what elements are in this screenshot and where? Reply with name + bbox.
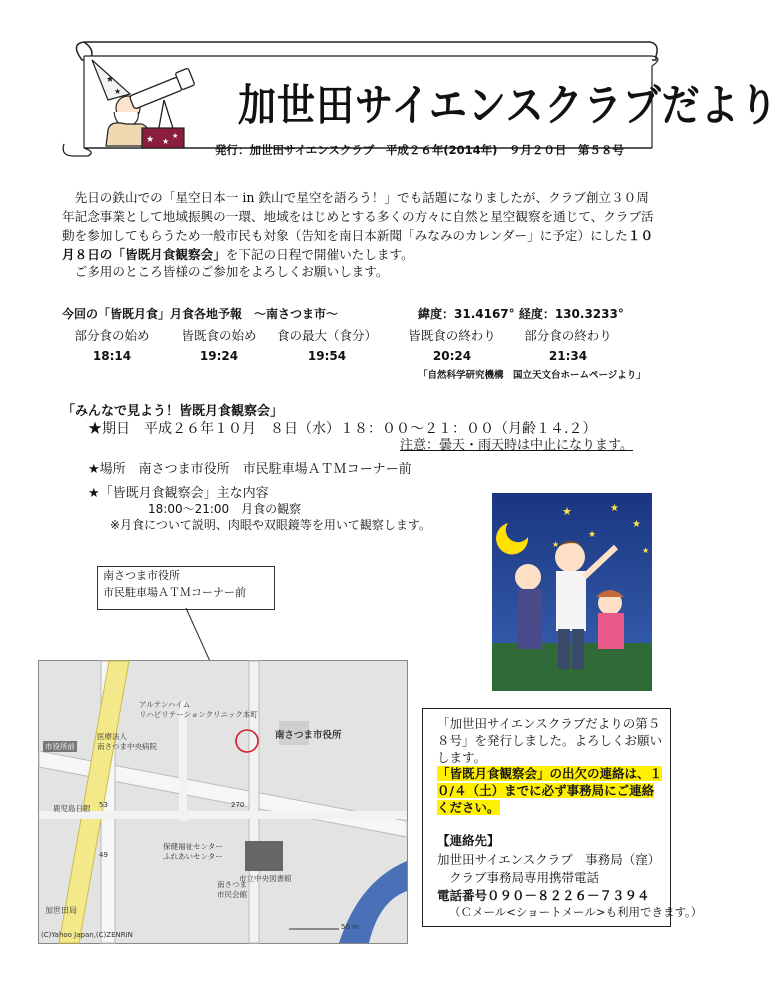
publication-info: 発行：加世田サイエンスクラブ 平成２６年(2014年) ９月２０日 第５８号 [215,143,624,157]
weather-notice: 注意：曇天・雨天時は中止になります。 [400,438,633,453]
phase-label: 部分食の始め [74,328,150,343]
svg-text:★: ★ [610,503,619,514]
contact-sms-note: （Ｃメール<ショートメール>も利用できます。） [449,905,703,919]
svg-text:★: ★ [562,505,572,518]
contact-heading: 【連絡先】 [437,833,500,848]
contact-phone-number: 電話番号０９０－８２２６－７３９４ [437,888,650,903]
event-note: ※月食について説明、肉眼や双眼鏡等を用いて観察します。 [110,518,431,532]
map-label-hospital: 医療法人 [97,732,127,741]
rsvp-highlight: 「皆既月食観察会」の出欠の連絡は、１０/４（土）までに必ず事務局にご連絡ください。 [437,766,663,815]
map-callout [97,566,275,610]
event-place: ★場所 南さつま市役所 市民駐車場ＡＴＭコーナー前 [88,462,412,477]
map-route-number: 270 [231,801,245,809]
phase-time: 18:14 [92,349,132,363]
phase-time: 20:24 [432,349,472,363]
phase-time: 19:24 [199,349,239,363]
map-label-hall: 南さつま [217,880,247,889]
map-label-bank: 鹿児島日銀 [53,804,91,813]
location-map[interactable] [38,660,408,944]
map-road-number: 49 [99,851,108,859]
issue-announcement: 「加世田サイエンスクラブだよりの第５８号」を発行しました。よろしくお願いします。 [437,716,663,765]
intro-text-end: を下記の日程で開催いたします。 [225,247,414,262]
phase-time: 19:54 [307,349,347,363]
callout-line1: 南さつま市役所 [103,569,180,582]
phase-time: 21:34 [548,349,588,363]
map-scale: 50 m [341,923,359,931]
svg-text:★: ★ [114,87,122,96]
intro-request: ご多用のところ皆様のご参加をよろしくお願いします。 [74,264,389,279]
event-time-detail: 18:00～21:00 月食の観察 [148,502,302,516]
forecast-heading: 今回の「皆既月食」月食各地予報 ～南さつま市～ [62,307,339,321]
newsletter-title: 加世田サイエンスクラブだより [238,80,779,131]
contact-phone-label: クラブ事務局専用携帯電話 [449,870,600,885]
map-road-number: 53 [99,801,108,809]
map-label-library: 市立中央図書館 [239,874,292,883]
map-label-welfare: 保健福祉センター [163,842,223,851]
svg-text:★: ★ [172,132,179,140]
svg-text:★: ★ [552,540,560,549]
intro-paragraph [62,188,660,264]
map-label-clinic: アルテンハイム [139,700,191,709]
map-copyright: (C)Yahoo Japan,(C)ZENRIN [41,931,133,939]
callout-line2: 市民駐車場ＡＴＭコーナー前 [103,586,246,599]
map-label-clinic: リハビリテーションクリニック本町 [139,710,258,719]
event-date: ★期日 平成２６年１０月 ８日（水）１８：００～２１：００（月齢１４.２） [88,421,597,437]
svg-text:★: ★ [632,519,641,530]
svg-text:★: ★ [588,530,597,540]
wizard-telescope-icon [86,50,204,154]
phase-label: 皆既食の始め [181,328,257,343]
intro-text: 先日の鉄山での「星空日本一 in 鉄山で星空を語ろう！」でも話題になりましたが、クラブ創立３０周年記念事業として地域振興の一環、地域をはじめとする多くの方々に自然と星空観察を通じて、クラブ活動を参加してもらうため一般市民も対象（告知を南日本新聞「みなみのカレンダー」に予定）にした [62,190,654,243]
rsvp-notice [437,765,662,816]
intro-event-bold: １０月８日の「皆既月食観察会」 [62,228,654,262]
map-label-post-office: 加世田局 [45,906,77,915]
map-label-hospital: 南さつま中央病院 [97,742,157,751]
event-title: 「みんなで見よう！皆既月食観察会」 [62,404,284,419]
stargazing-children-illustration [492,493,652,691]
contact-org: 加世田サイエンスクラブ 事務局（窪） [437,852,661,867]
map-label-welfare: ふれあいセンター [163,852,223,861]
svg-text:★: ★ [642,546,650,555]
svg-text:★: ★ [146,135,155,145]
forecast-source: 「自然科学研究機構 国立天文台ホームページより」 [418,370,646,381]
map-label-hall: 市民会館 [217,890,247,899]
phase-label: 食の最大（食分） [276,328,377,343]
svg-text:★: ★ [106,75,115,85]
notice-box [422,708,703,927]
map-label-bus-stop: 市役所前 [45,742,75,751]
phase-label: 部分食の終わり [524,328,612,343]
map-label-city-hall: 南さつま市役所 [275,730,342,741]
phase-label: 皆既食の終わり [408,328,496,343]
forecast-coordinates: 緯度：31.4167° 経度：130.3233° [418,307,624,321]
event-content-heading: ★「皆既月食観察会」主な内容 [88,486,269,501]
svg-text:★: ★ [162,137,170,146]
